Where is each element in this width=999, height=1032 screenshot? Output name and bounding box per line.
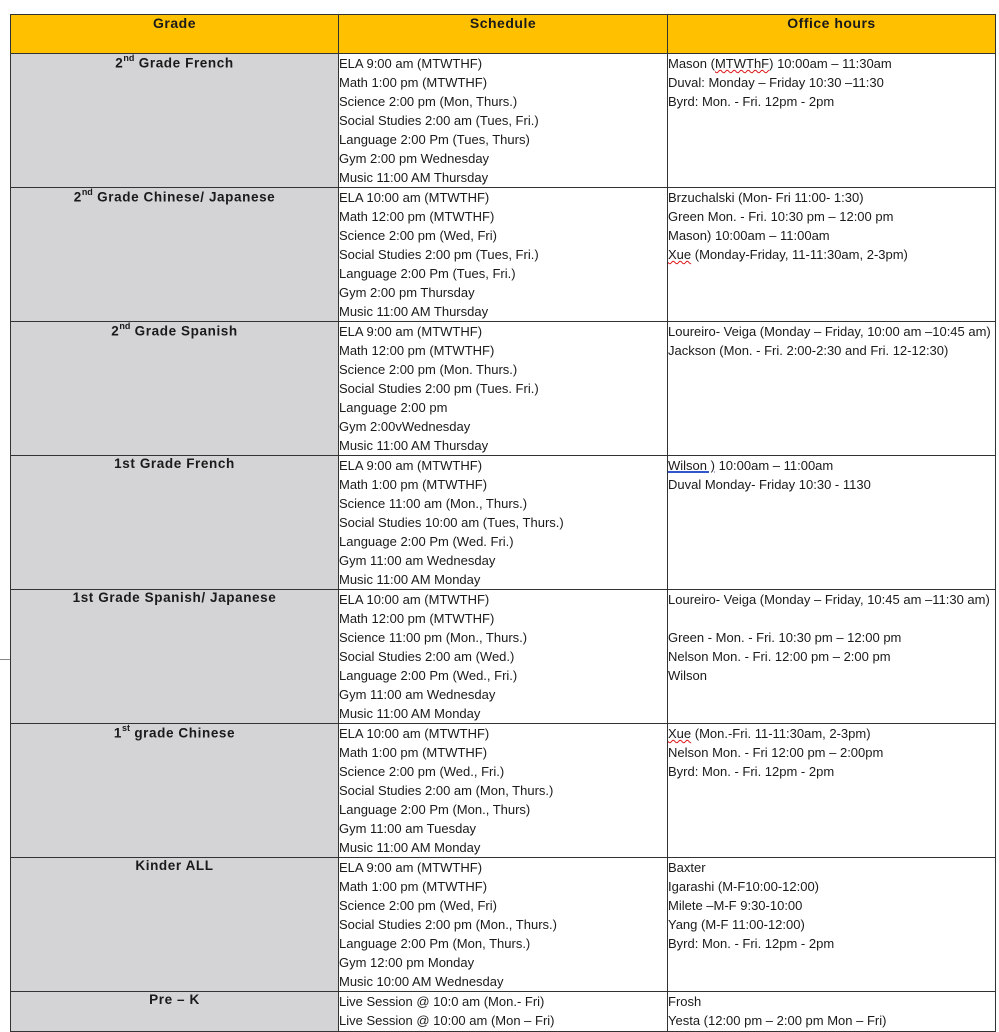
grade-cell: Kinder ALL xyxy=(11,858,339,992)
office-line: Xue (Monday-Friday, 11-11:30am, 2-3pm) xyxy=(668,247,908,262)
schedule-line: Science 11:00 pm (Mon., Thurs.) xyxy=(339,630,528,645)
office-line: Nelson Mon. - Fri. 12:00 pm – 2:00 pm xyxy=(668,649,891,664)
office-line: Loureiro- Veiga (Monday – Friday, 10:00 am –10:45 am) xyxy=(668,324,991,339)
office-line: Byrd: Mon. - Fri. 12pm - 2pm xyxy=(668,94,835,109)
office-line: Igarashi (M-F10:00-12:00) xyxy=(668,879,820,894)
grade-cell: 1st Grade Spanish/ Japanese xyxy=(11,590,339,724)
schedule-line: Gym 2:00 pm Wednesday xyxy=(339,151,490,166)
header-row xyxy=(11,15,996,54)
schedule-line: Live Session @ 10:0 am (Mon.- Fri) xyxy=(339,994,545,1009)
schedule-cell xyxy=(339,590,668,724)
office-hours-cell xyxy=(668,724,996,858)
office-line: Wilson ) 10:00am – 11:00am xyxy=(668,458,834,473)
office-line: Milete –M-F 9:30-10:00 xyxy=(668,898,803,913)
schedule-line: Science 2:00 pm (Mon, Thurs.) xyxy=(339,94,518,109)
office-line: Wilson xyxy=(668,668,708,683)
page-edge-mark xyxy=(0,659,10,660)
schedule-line: ELA 10:00 am (MTWTHF) xyxy=(339,190,490,205)
schedule-line: Music 11:00 AM Monday xyxy=(339,840,481,855)
schedule-line: Music 11:00 AM Monday xyxy=(339,706,481,721)
grade-cell: 1st Grade French xyxy=(11,456,339,590)
office-line: Yesta (12:00 pm – 2:00 pm Mon – Fri) xyxy=(668,1013,887,1028)
office-hours-cell xyxy=(668,456,996,590)
schedule-cell xyxy=(339,456,668,590)
office-line: Xue (Mon.-Fri. 11-11:30am, 2-3pm) xyxy=(668,726,871,741)
schedule-line: ELA 9:00 am (MTWTHF) xyxy=(339,324,483,339)
grade-cell: Pre – K xyxy=(11,992,339,1032)
schedule-cell xyxy=(339,322,668,456)
schedule-cell xyxy=(339,54,668,188)
schedule-line: Social Studies 2:00 am (Mon, Thurs.) xyxy=(339,783,554,798)
schedule-line: Music 11:00 AM Thursday xyxy=(339,304,489,319)
schedule-line: Language 2:00 Pm (Tues, Thurs) xyxy=(339,132,530,147)
office-line: Baxter xyxy=(668,860,706,875)
schedule-line: Social Studies 2:00 am (Tues, Fri.) xyxy=(339,113,539,128)
table-row xyxy=(11,188,996,322)
table-row xyxy=(11,992,996,1032)
office-line: Nelson Mon. - Fri 12:00 pm – 2:00pm xyxy=(668,745,884,760)
schedule-line: Math 1:00 pm (MTWTHF) xyxy=(339,477,488,492)
schedule-line: Science 2:00 pm (Wed., Fri.) xyxy=(339,764,505,779)
office-line: Yang (M-F 11:00-12:00) xyxy=(668,917,805,932)
header-schedule: Schedule xyxy=(339,15,668,54)
schedule-cell xyxy=(339,858,668,992)
schedule-line: ELA 10:00 am (MTWTHF) xyxy=(339,592,490,607)
office-line: Mason (MTWThF) 10:00am – 11:30am xyxy=(668,56,892,71)
schedule-line: Language 2:00 Pm (Mon, Thurs.) xyxy=(339,936,531,951)
office-line: Duval Monday- Friday 10:30 - 1130 xyxy=(668,477,871,492)
schedule-line: Social Studies 2:00 pm (Tues. Fri.) xyxy=(339,381,539,396)
schedule-line: ELA 9:00 am (MTWTHF) xyxy=(339,860,483,875)
schedule-line: Gym 2:00 pm Thursday xyxy=(339,285,475,300)
schedule-line: Gym 11:00 am Tuesday xyxy=(339,821,477,836)
schedule-line: Live Session @ 10:00 am (Mon – Fri) xyxy=(339,1013,555,1028)
office-line: Duval: Monday – Friday 10:30 –11:30 xyxy=(668,75,884,90)
schedule-line: Music 10:00 AM Wednesday xyxy=(339,974,504,989)
schedule-line: Science 2:00 pm (Wed, Fri) xyxy=(339,228,497,243)
schedule-line: Language 2:00 Pm (Wed., Fri.) xyxy=(339,668,518,683)
schedule-line: ELA 9:00 am (MTWTHF) xyxy=(339,56,483,71)
office-line: Frosh xyxy=(668,994,702,1009)
office-line: Green - Mon. - Fri. 10:30 pm – 12:00 pm xyxy=(668,630,902,645)
schedule-line: Math 1:00 pm (MTWTHF) xyxy=(339,75,488,90)
grade-cell: 1st grade Chinese xyxy=(11,724,339,858)
schedule-line: Science 11:00 am (Mon., Thurs.) xyxy=(339,496,528,511)
schedule-line: Gym 2:00vWednesday xyxy=(339,419,471,434)
schedule-line: Language 2:00 Pm (Mon., Thurs) xyxy=(339,802,531,817)
table-row xyxy=(11,456,996,590)
schedule-line: Math 12:00 pm (MTWTHF) xyxy=(339,611,495,626)
schedule-line: Gym 12:00 pm Monday xyxy=(339,955,475,970)
table-row xyxy=(11,590,996,724)
schedule-line: Social Studies 2:00 pm (Tues, Fri.) xyxy=(339,247,539,262)
grade-cell: 2nd Grade French xyxy=(11,54,339,188)
schedule-line: Language 2:00 Pm (Tues, Fri.) xyxy=(339,266,516,281)
schedule-line: ELA 10:00 am (MTWTHF) xyxy=(339,726,490,741)
schedule-line: ELA 9:00 am (MTWTHF) xyxy=(339,458,483,473)
office-line: Byrd: Mon. - Fri. 12pm - 2pm xyxy=(668,764,835,779)
office-hours-cell xyxy=(668,322,996,456)
schedule-line: Social Studies 2:00 am (Wed.) xyxy=(339,649,515,664)
office-line: Brzuchalski (Mon- Fri 11:00- 1:30) xyxy=(668,190,864,205)
office-line: Mason) 10:00am – 11:00am xyxy=(668,228,830,243)
table-row xyxy=(11,322,996,456)
grade-cell: 2nd Grade Spanish xyxy=(11,322,339,456)
schedule-line: Social Studies 10:00 am (Tues, Thurs.) xyxy=(339,515,564,530)
schedule-line: Music 11:00 AM Monday xyxy=(339,572,481,587)
schedule-line: Gym 11:00 am Wednesday xyxy=(339,687,496,702)
schedule-line: Math 1:00 pm (MTWTHF) xyxy=(339,879,488,894)
office-line: Loureiro- Veiga (Monday – Friday, 10:45 am –11:30 am) xyxy=(668,592,990,607)
schedule-cell xyxy=(339,188,668,322)
schedule-line: Music 11:00 AM Thursday xyxy=(339,170,489,185)
header-office-hours: Office hours xyxy=(668,15,996,54)
schedule-line: Language 2:00 pm xyxy=(339,400,448,415)
schedule-line: Math 1:00 pm (MTWTHF) xyxy=(339,745,488,760)
table-row xyxy=(11,724,996,858)
schedule-line: Gym 11:00 am Wednesday xyxy=(339,553,496,568)
office-line: Jackson (Mon. - Fri. 2:00-2:30 and Fri. 12-12:30) xyxy=(668,343,949,358)
office-hours-cell xyxy=(668,188,996,322)
office-hours-cell xyxy=(668,992,996,1032)
schedule-line: Math 12:00 pm (MTWTHF) xyxy=(339,343,495,358)
grade-cell: 2nd Grade Chinese/ Japanese xyxy=(11,188,339,322)
schedule-table xyxy=(10,14,996,1032)
schedule-cell xyxy=(339,724,668,858)
table-row xyxy=(11,54,996,188)
office-hours-cell xyxy=(668,54,996,188)
schedule-line: Language 2:00 Pm (Wed. Fri.) xyxy=(339,534,514,549)
schedule-line: Math 12:00 pm (MTWTHF) xyxy=(339,209,495,224)
schedule-line: Music 11:00 AM Thursday xyxy=(339,438,489,453)
header-grade: Grade xyxy=(11,15,339,54)
office-line: Green Mon. - Fri. 10:30 pm – 12:00 pm xyxy=(668,209,894,224)
schedule-cell xyxy=(339,992,668,1032)
table-row xyxy=(11,858,996,992)
schedule-line: Social Studies 2:00 pm (Mon., Thurs.) xyxy=(339,917,557,932)
office-hours-cell xyxy=(668,590,996,724)
blank-line xyxy=(668,609,995,628)
schedule-line: Science 2:00 pm (Wed, Fri) xyxy=(339,898,497,913)
office-hours-cell xyxy=(668,858,996,992)
office-line: Byrd: Mon. - Fri. 12pm - 2pm xyxy=(668,936,835,951)
schedule-line: Science 2:00 pm (Mon. Thurs.) xyxy=(339,362,518,377)
